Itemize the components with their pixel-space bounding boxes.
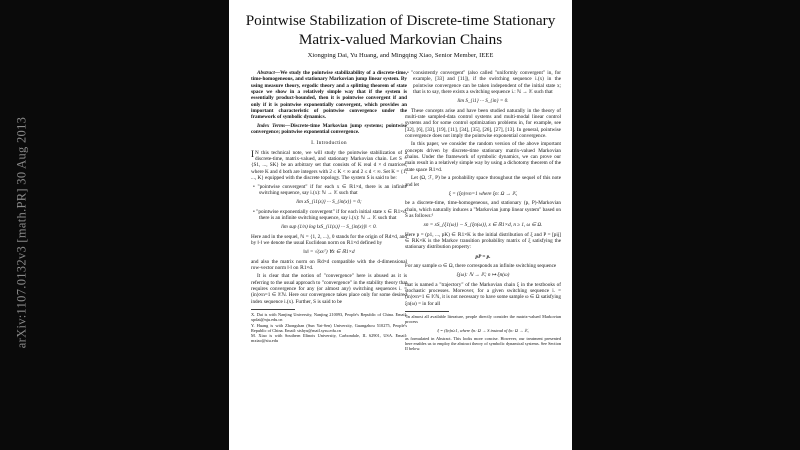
footnote-rule — [251, 309, 295, 310]
index-terms — [251, 123, 407, 136]
right-paragraph-2: In this paper, we consider the random version of the above important concepts driven by discrete-time stationary matrix-valued Markovian chains. Under the framework of symbolic dynamics, we can prove our main result in a relatively simple way by using a dichotomy theorem of the state space ℝ1×d. — [405, 141, 561, 173]
intro-paragraph-4: It is clear that the notion of "convergence" here is abused as it is referring to the usual approach to "convergence" in the stability theory that requires convergence for any (or almost any) switching sequences i. = (in)∞n=1 ∈ 𝕂ℕ. Here our convergence takes place only for some desired index sequence i.(x). Further, S is said to be — [251, 273, 407, 305]
right-footnote-2: as formulated in Abstract. This looks more concise. However, our treatment presented here enables us to employ the abstract theory of symbolic dynamical systems. See Section II below. — [405, 335, 561, 352]
bullet-exponential-convergent: • "pointwise exponentially convergent" if for each initial state x ∈ ℝ1×d, there is an infinite switching sequence, say i.(x): ℕ → 𝕂 such that — [253, 208, 407, 221]
title-line-2: Matrix-valued Markovian Chains — [298, 31, 503, 48]
right-paragraph-4: be a discrete-time, time-homogeneous, and stationary (p, P)-Markovian chain, which naturally induces a "Markovian jump linear system" based on S as follows:¹ — [405, 200, 561, 219]
right-margin — [572, 0, 800, 450]
paper-title — [229, 11, 572, 49]
arxiv-stamp: arXiv:1107.0132v3 [math.PR] 30 Aug 2013 — [14, 116, 29, 349]
right-column — [405, 70, 561, 352]
footnote-dai: X. Dai is with Nanjing University, Nanjing 210093, People's Republic of China. Email: xpdai@nju.edu.cn — [251, 312, 407, 323]
footnote-xiao: M. Xiao is with Southern Illinois University, Carbondale, IL 62901, USA. Email: mxiao@siu.edu — [251, 333, 407, 344]
equation-7: pP = p. — [475, 253, 491, 260]
right-paragraph-3: Let (Ω, ℱ, P) be a probability space throughout the sequel of this note and let — [405, 175, 561, 188]
drop-cap: I — [251, 148, 254, 159]
right-footnote-equation: ξ = (ξn)n≥1, where ξn: Ω → S instead of ξn: Ω → 𝕂, — [437, 327, 529, 333]
bullet-consistently-convergent: • "consistently convergent" (also called "uniformly convergent" in, for example, [33] and [11]), if the switching sequence i.(x) in the pointwise convergence can be taken independent of the initial state x; that is to say, there exists a switching sequence i.: ℕ → 𝕂 such that — [407, 70, 561, 96]
bullet-pointwise-convergent: • "pointwise convergent" if for each x ∈ ℝ1×d, there is an infinite switching sequence, say i.(x): ℕ → 𝕂 such that — [253, 183, 407, 196]
intro-paragraph-1: I N this technical note, we will study the pointwise stabilization of a discrete-time, matrix-valued, and stationary Markovian chain. Let S = {S1, ..., SK} be an arbitrary set that consists of K real d × d matrices, where K and d both are integers with 2 ≤ K < ∞ and 2 ≤ d < ∞. Set K = {1, ..., K} equipped with the discrete topology. The system S is said to be: — [251, 148, 407, 182]
paper-page — [229, 0, 572, 450]
abstract-text: We study the pointwise stabilizability of a discrete-time, time-homogeneous, and stationary Markovian jump linear system. By using measure theory, ergodic theory and a splitting theorem of state space we show in a relatively simple way that if the system is essentially product-bounded, then it is pointwise convergent if and only if it is pointwise exponentially convergent, which provides an important characteristic of pointwise convergence under the framework of symbolic dynamics. — [251, 70, 407, 121]
equation-1: lim xS_{i1(x)} ··· S_{in(x)} = 0; — [296, 199, 362, 206]
intro-paragraph-3: and also the matrix norm on ℝd×d compatible with the d-dimensional row-vector norm ‖·‖ on ℝ1×d. — [251, 258, 407, 271]
equation-4: lim S_{i1} ··· S_{in} = 0. — [457, 98, 509, 105]
index-terms-text: Discrete-time Markovian jump systems; pointwise convergence; pointwise exponential convergence. — [251, 122, 407, 136]
equation-5: ξ = (ξn)∞n=1 where ξn: Ω → 𝕂, — [448, 190, 518, 197]
equation-8: ξ(ω): ℕ → 𝕂; n ↦ ξn(ω) — [456, 272, 510, 279]
title-line-1: Pointwise Stabilization of Discrete-time Stationary — [245, 12, 556, 29]
intro-paragraph-2: Here and in the sequel, ℕ = {1, 2, ...}, 0 stands for the origin of ℝd×d, and by ‖·‖ we denote the usual Euclidean norm on ℝ1×d defined by — [251, 233, 407, 246]
abstract-label: Abstract— — [257, 70, 281, 76]
equation-2: lim sup (1/n) log ‖xS_{i1(x)} ··· S_{in(x)}‖ < 0. — [281, 224, 377, 231]
equation-3: ‖x‖ = √(xxᵀ) ∀x ∈ ℝ1×d — [303, 249, 355, 256]
index-terms-label: Index Terms— — [257, 122, 291, 129]
footnote-huang: Y. Huang is with Zhongshan (Sun Yat-Sen) University, Guangzhou 510275, People's Republic of China. Email: stshyu@mail.sysu.edu.cn — [251, 322, 407, 333]
author-list: Xiongping Dai, Yu Huang, and Mingqing Xiao, Senior Member, IEEE — [307, 52, 494, 59]
right-footnote-rule — [405, 311, 449, 312]
left-margin — [0, 0, 229, 450]
abstract — [251, 70, 407, 121]
left-column — [251, 70, 407, 344]
right-paragraph-6: For any sample ω ∈ Ω, there corresponds an infinite switching sequence — [405, 262, 557, 269]
right-paragraph-5: Here p = (p1, ..., pK) ∈ ℝ1×K is the initial distribution of ξ and P = [pij] ∈ ℝK×K is the Markov transition probability matrix of ξ satisfying the stationary distribution property: — [405, 231, 561, 251]
section-heading: I. Introduction — [311, 140, 347, 147]
right-paragraph-7: that is named a "trajectory" of the Markovian chain ξ in the textbooks of stochastic processes. Moreover, for a given switching sequence i. = (in)∞n=1 ∈ 𝕂ℕ, it is not necessary to have some sample ω ∈ Ω satisfying ξn(ω) = in for all — [405, 281, 561, 307]
equation-6: xn = xS_{ξ1(ω)} ··· S_{ξn(ω)}, x ∈ ℝ1×d, n ≥ 1, ω ∈ Ω. — [423, 222, 543, 229]
right-paragraph-1: These concepts arise and have been studied naturally in the theory of multi-rate sampled-data control systems and multi-modal linear control systems and for some control optimization problems in, for example, see [32], [6], [33], [19], [11], [34], [35], [26], [27], [13]. In general, pointwise convergence does not imply the pointwise exponential convergence. — [405, 107, 561, 140]
right-footnote-1: ¹In almost all available literature, people directly consider the matrix-valued Markovian process — [405, 314, 561, 325]
